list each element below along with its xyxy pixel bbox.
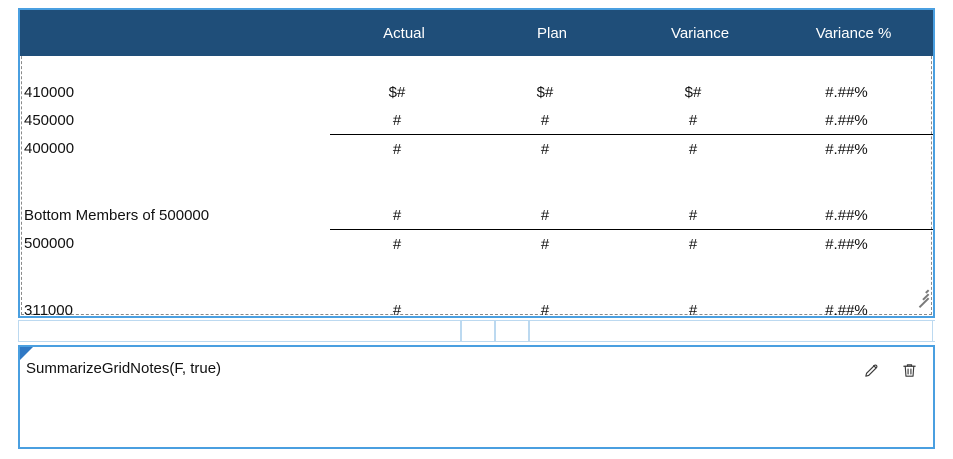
column-header-variance[interactable]: Variance — [626, 10, 774, 56]
worksheet-cell[interactable] — [529, 321, 933, 341]
cell-variance-pct[interactable]: #.##% — [774, 106, 933, 135]
grid-object[interactable] — [18, 8, 935, 318]
cell-actual[interactable]: # — [392, 140, 402, 158]
worksheet-cell[interactable] — [18, 321, 461, 341]
column-header-variance-pct[interactable]: Variance % — [774, 10, 933, 56]
table-row[interactable] — [20, 78, 933, 106]
cell-variance[interactable]: # — [626, 201, 774, 230]
cell-variance[interactable]: # — [688, 301, 698, 319]
grid-spacer-row — [20, 56, 933, 78]
cell-variance[interactable]: $# — [684, 83, 702, 101]
cell-actual[interactable]: $# — [388, 83, 406, 101]
table-row[interactable] — [20, 201, 933, 230]
cell-plan[interactable]: # — [478, 201, 626, 230]
cell-variance-pct[interactable]: #.##% — [825, 140, 868, 158]
cell-actual[interactable]: # — [330, 201, 478, 230]
cell-variance-pct[interactable]: #.##% — [825, 235, 868, 253]
grid-spacer-row — [20, 163, 933, 201]
cell-actual[interactable]: # — [392, 301, 402, 319]
delete-trash-icon[interactable] — [899, 359, 919, 381]
cell-variance[interactable]: # — [688, 140, 698, 158]
row-label[interactable]: 500000 — [24, 235, 75, 253]
cell-plan[interactable]: $# — [536, 83, 554, 101]
resize-handle[interactable] — [915, 286, 929, 300]
variance-grid[interactable] — [20, 10, 933, 324]
grid-notes-box[interactable] — [18, 345, 935, 449]
worksheet-cell-strip[interactable] — [18, 320, 935, 342]
cell-actual[interactable]: # — [330, 106, 478, 135]
worksheet-cell[interactable] — [495, 321, 529, 341]
cell-variance-pct[interactable]: #.##% — [825, 301, 868, 319]
row-label[interactable]: 400000 — [24, 140, 75, 158]
cell-plan[interactable]: # — [478, 106, 626, 135]
grid-spacer-row — [20, 258, 933, 296]
cell-variance[interactable]: # — [626, 106, 774, 135]
edit-pencil-icon[interactable] — [861, 359, 881, 381]
table-row[interactable] — [20, 135, 933, 164]
row-label[interactable]: 450000 — [24, 111, 75, 129]
column-header-label[interactable] — [20, 10, 330, 56]
row-label[interactable]: Bottom Members of 500000 — [24, 206, 210, 224]
cell-variance[interactable]: # — [688, 235, 698, 253]
cell-actual[interactable]: # — [392, 235, 402, 253]
row-label[interactable]: 311000 — [24, 301, 73, 319]
notes-formula-text[interactable]: SummarizeGridNotes(F, true) — [26, 360, 222, 377]
column-header-plan[interactable]: Plan — [478, 10, 626, 56]
notes-actions — [861, 359, 919, 381]
grid-body — [20, 56, 933, 324]
table-row[interactable] — [20, 230, 933, 259]
table-row[interactable] — [20, 106, 933, 135]
worksheet-cell[interactable] — [461, 321, 495, 341]
cell-variance-pct[interactable]: #.##% — [825, 83, 868, 101]
row-label[interactable]: 410000 — [24, 83, 75, 101]
grid-header-row — [20, 10, 933, 56]
column-header-actual[interactable]: Actual — [330, 10, 478, 56]
cell-plan[interactable]: # — [540, 235, 550, 253]
cell-plan[interactable]: # — [540, 140, 550, 158]
cell-plan[interactable]: # — [540, 301, 550, 319]
cell-variance-pct[interactable]: #.##% — [774, 201, 933, 230]
selection-corner-marker — [20, 347, 33, 360]
